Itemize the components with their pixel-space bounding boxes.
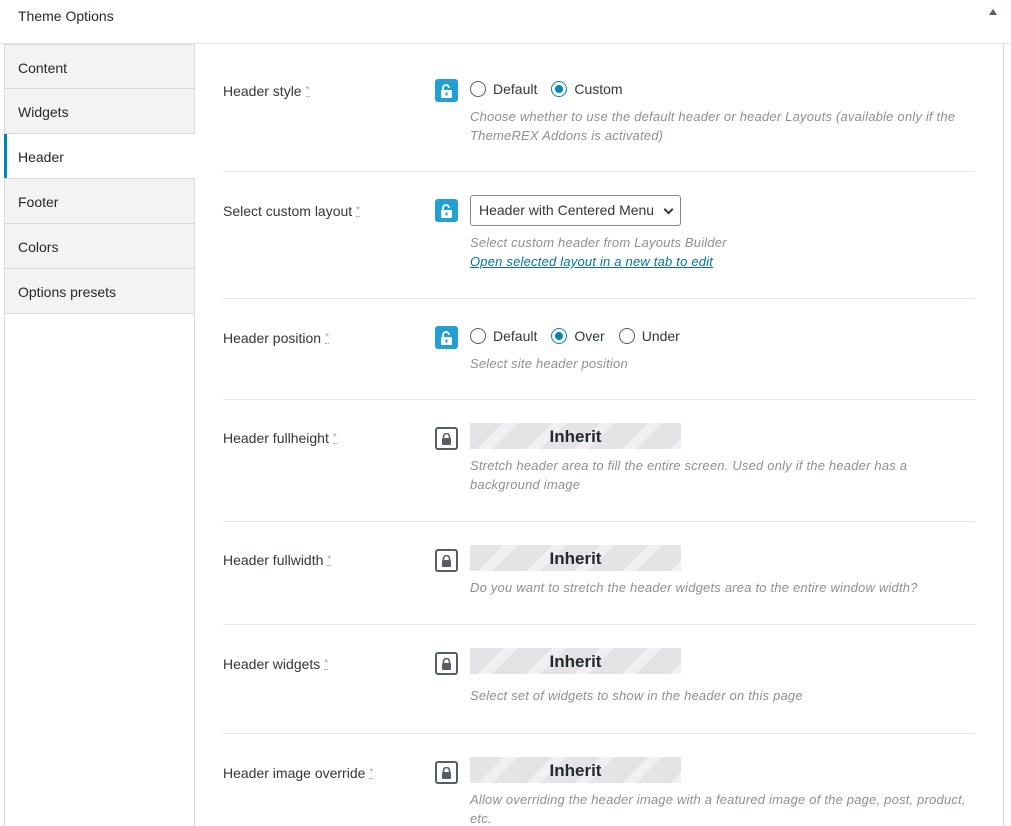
- option-description: Select set of widgets to show in the header on this page: [470, 688, 803, 703]
- radio-default[interactable]: [470, 81, 537, 97]
- tooltip-asterisk[interactable]: *: [332, 432, 337, 443]
- option-description: Do you want to stretch the header widgets area to the entire window width?: [470, 580, 918, 595]
- radio-over[interactable]: [551, 328, 604, 344]
- radio-custom[interactable]: [551, 81, 622, 97]
- description-text: Select custom header from Layouts Builder: [470, 235, 727, 250]
- option-description: [470, 233, 970, 271]
- unlock-icon[interactable]: [435, 199, 458, 222]
- radio-label: Custom: [574, 81, 623, 97]
- row-divider: [223, 399, 975, 400]
- lock-icon[interactable]: [435, 549, 458, 572]
- radio-circle[interactable]: [619, 328, 635, 344]
- lock-icon[interactable]: [435, 427, 458, 450]
- tab-widgets[interactable]: Widgets: [4, 89, 195, 134]
- radio-circle[interactable]: [551, 328, 567, 344]
- tab-content[interactable]: Content: [4, 44, 195, 89]
- tab-header[interactable]: Header: [4, 134, 195, 179]
- tooltip-asterisk[interactable]: *: [325, 332, 329, 343]
- inherit-button[interactable]: Inherit: [470, 757, 681, 783]
- tooltip-asterisk[interactable]: *: [356, 205, 361, 216]
- tooltip-asterisk[interactable]: *: [324, 658, 329, 669]
- tab-footer[interactable]: Footer: [4, 179, 195, 224]
- select-value: Header with Centered Menu: [479, 202, 655, 218]
- tooltip-asterisk[interactable]: *: [327, 554, 332, 565]
- radio-label: Default: [493, 328, 538, 344]
- header-position-radios: [470, 328, 694, 344]
- tab-options-presets[interactable]: Options presets: [4, 269, 195, 314]
- radio-circle[interactable]: [470, 328, 486, 344]
- caret-up-icon[interactable]: [989, 9, 997, 15]
- panel-header[interactable]: [0, 0, 1011, 44]
- option-label: Select custom layout *: [223, 203, 361, 219]
- options-tabs: [4, 44, 195, 314]
- inherit-button[interactable]: Inherit: [470, 545, 681, 571]
- open-layout-link[interactable]: Open selected layout in a new tab to edit: [470, 254, 714, 269]
- radio-circle[interactable]: [551, 81, 567, 97]
- header-style-radios: [470, 81, 637, 97]
- tab-colors[interactable]: Colors: [4, 224, 195, 269]
- option-label: Header widgets *: [223, 656, 329, 672]
- radio-label: Default: [493, 81, 538, 97]
- option-label: Header position *: [223, 330, 329, 346]
- lock-icon[interactable]: [435, 652, 458, 675]
- option-description: Choose whether to use the default header or header Layouts (available only if the ThemeREX Addons is activated): [470, 109, 956, 143]
- unlock-icon[interactable]: [435, 79, 458, 102]
- tabs-divider: [194, 314, 195, 826]
- tooltip-asterisk[interactable]: *: [305, 85, 310, 96]
- radio-under[interactable]: [619, 328, 680, 344]
- option-label: Header fullwidth *: [223, 552, 332, 568]
- row-divider: [223, 171, 975, 172]
- option-description: Allow overriding the header image with a featured image of the page, post, product, etc.: [470, 792, 966, 826]
- radio-default[interactable]: [470, 328, 537, 344]
- row-divider: [223, 521, 975, 522]
- option-description: Select site header position: [470, 356, 628, 371]
- row-divider: [223, 298, 975, 299]
- chevron-down-icon: [664, 205, 674, 215]
- radio-label: Over: [574, 328, 605, 344]
- option-label: Header fullheight *: [223, 430, 337, 446]
- option-label: Header style *: [223, 83, 310, 99]
- radio-label: Under: [641, 328, 680, 344]
- option-label: Header image override *: [223, 765, 374, 781]
- lock-icon[interactable]: [435, 761, 458, 784]
- inherit-button[interactable]: Inherit: [470, 423, 681, 449]
- option-description: Stretch header area to fill the entire screen. Used only if the header has a background image: [470, 458, 908, 492]
- row-divider: [223, 733, 975, 734]
- radio-circle[interactable]: [470, 81, 486, 97]
- panel-title: Theme Options: [18, 8, 114, 24]
- inherit-button[interactable]: Inherit: [470, 648, 681, 674]
- tooltip-asterisk[interactable]: *: [369, 767, 374, 778]
- unlock-icon[interactable]: [435, 326, 458, 349]
- row-divider: [223, 624, 975, 625]
- custom-layout-select[interactable]: [470, 195, 681, 226]
